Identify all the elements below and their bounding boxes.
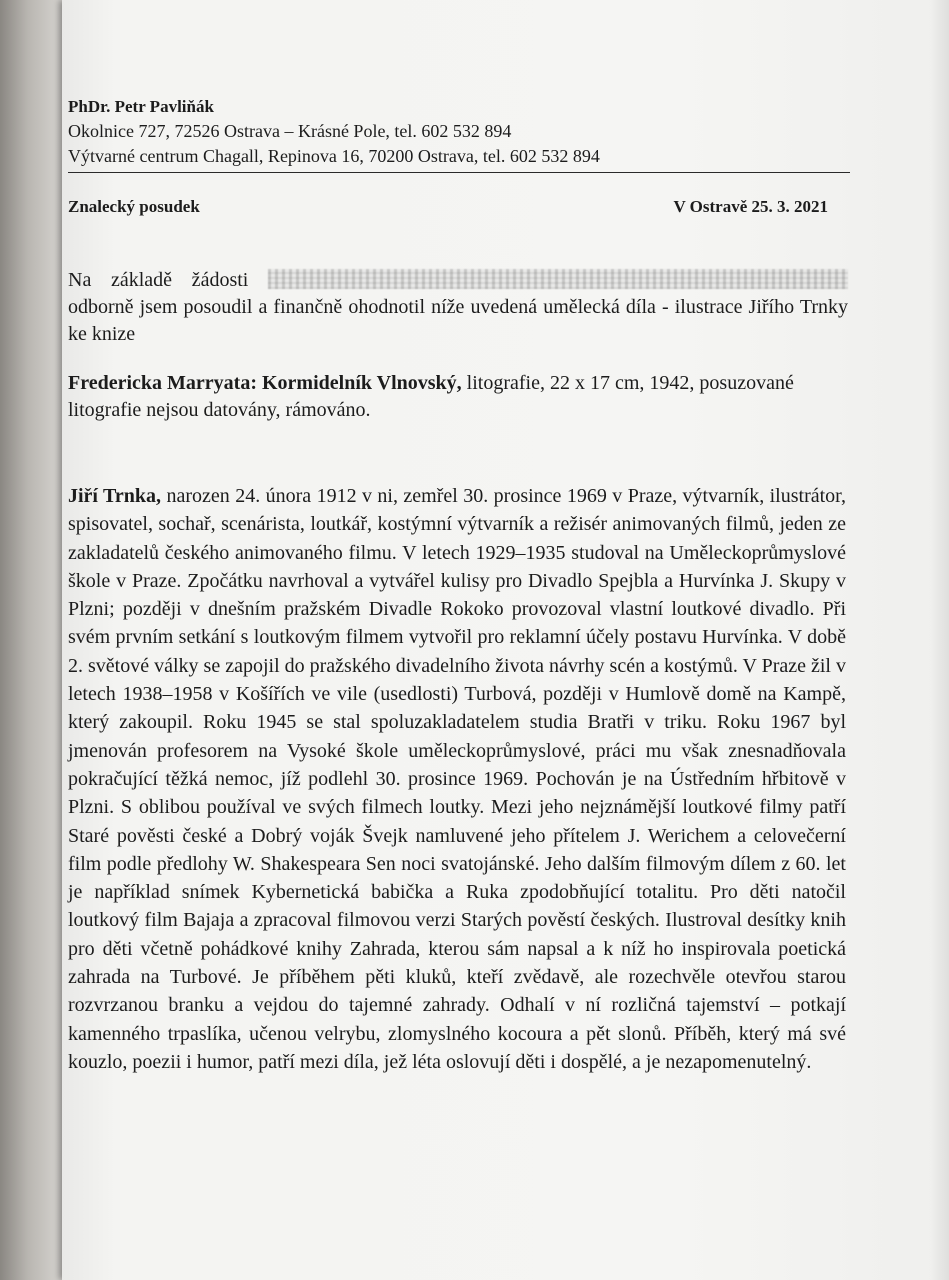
underlying-page-edge xyxy=(0,0,70,1280)
letterhead xyxy=(68,94,848,169)
artwork-description xyxy=(68,370,848,424)
intro-rest: odborně jsem posoudil a finančně ohodnotil níže uvedená umělecká díla - ilustrace Jiřího Trnky ke knize xyxy=(68,296,848,345)
author-institution: Výtvarné centrum Chagall, Repinova 16, 70200 Ostrava, tel. 602 532 894 xyxy=(68,146,600,166)
artwork-details: litografie, 22 x 17 cm, 1942, posuzované litografie nejsou datovány, rámováno. xyxy=(68,372,794,421)
document-title: Znalecký posudek xyxy=(68,197,200,216)
artwork-title: Fredericka Marryata: Kormidelník Vlnovský, xyxy=(68,372,462,394)
letterhead-divider xyxy=(68,172,850,173)
bio-name: Jiří Trnka, xyxy=(68,485,162,507)
place-and-date: V Ostravě 25. 3. 2021 xyxy=(673,197,828,216)
biography-paragraph xyxy=(68,482,846,1076)
intro-paragraph xyxy=(68,267,848,348)
document-content xyxy=(68,94,848,1076)
redacted-name xyxy=(268,269,848,289)
document-heading xyxy=(68,197,848,217)
author-address: Okolnice 727, 72526 Ostrava – Krásné Pole, tel. 602 532 894 xyxy=(68,121,512,141)
author-name: PhDr. Petr Pavliňák xyxy=(68,97,214,116)
bio-text: narozen 24. února 1912 v ni, zemřel 30. prosince 1969 v Praze, výtvarník, ilustrátor, spisovatel, sochař, scenárista, loutkář, kostýmní výtvarník a režisér animovaných filmů, jeden ze zakladatelů českého animovaného filmu. V letech 1929–1935 studoval na Uměleckoprůmyslové škole v Praze. Zpočátku navrhoval a vytvářel kulisy pro Divadlo Spejbla a Hurvínka J. Skupy v Plzni; později v dnešním pražském Divadle Rokoko provozoval vlastní loutkové divadlo. Při svém prvním setkání s loutkovým filmem vytvořil pro reklamní účely postavu Hurvínka. V době 2. světové války se zapojil do pražského divadelního života návrhy scén a kostýmů. V Praze žil v letech 1938–1958 v Košířích ve vile (usedlosti) Turbová, později v Humlově domě na Kampě, který zakoupil. Roku 1945 se stal spoluzakladatelem studia Bratři v triku. Roku 1967 byl jmenován profesorem na Vysoké škole uměleckoprůmyslové, práci mu však znesnadňovala pokračující těžká nemoc, jíž podlehl 30. prosince 1969. Pochován je na Ústředním hřbitově v Plzni. S oblibou používal ve svých filmech loutky. Mezi jeho nejznámější loutkové filmy patří Staré pověsti české a Dobrý voják Švejk namluvené jeho přítelem J. Werichem a celovečerní film podle předlohy W. Shakespeara Sen noci svatojánské. Jeho dalším filmovým dílem z 60. let je například snímek Kybernetická babička a Ruka zpodobňující totalitu. Pro děti natočil loutkový film Bajaja a zpracoval filmovou verzi Starých pověstí českých. Ilustroval desítky knih pro děti včetně pohádkové knihy Zahrada, kterou sám napsal a k níž ho inspirovala poetická zahrada na Turbové. Je příběhem pěti kluků, kteří zvědavě, ale rozechvěle otevřou starou rozvrzanou branku a vejdou do tajemné zahrady. Odhalí v ní rozličná tajemství – potkají kamenného trpaslíka, učenou velrybu, zlomyslného kocoura a pět slonů. Příběh, který má své kouzlo, poezii i humor, patří mezi díla, jež léta oslovují děti i dospělé, a je nezapomenutelný. xyxy=(68,485,847,1073)
intro-lead: Na základě žádosti xyxy=(68,269,249,291)
page-shading xyxy=(931,0,949,1280)
